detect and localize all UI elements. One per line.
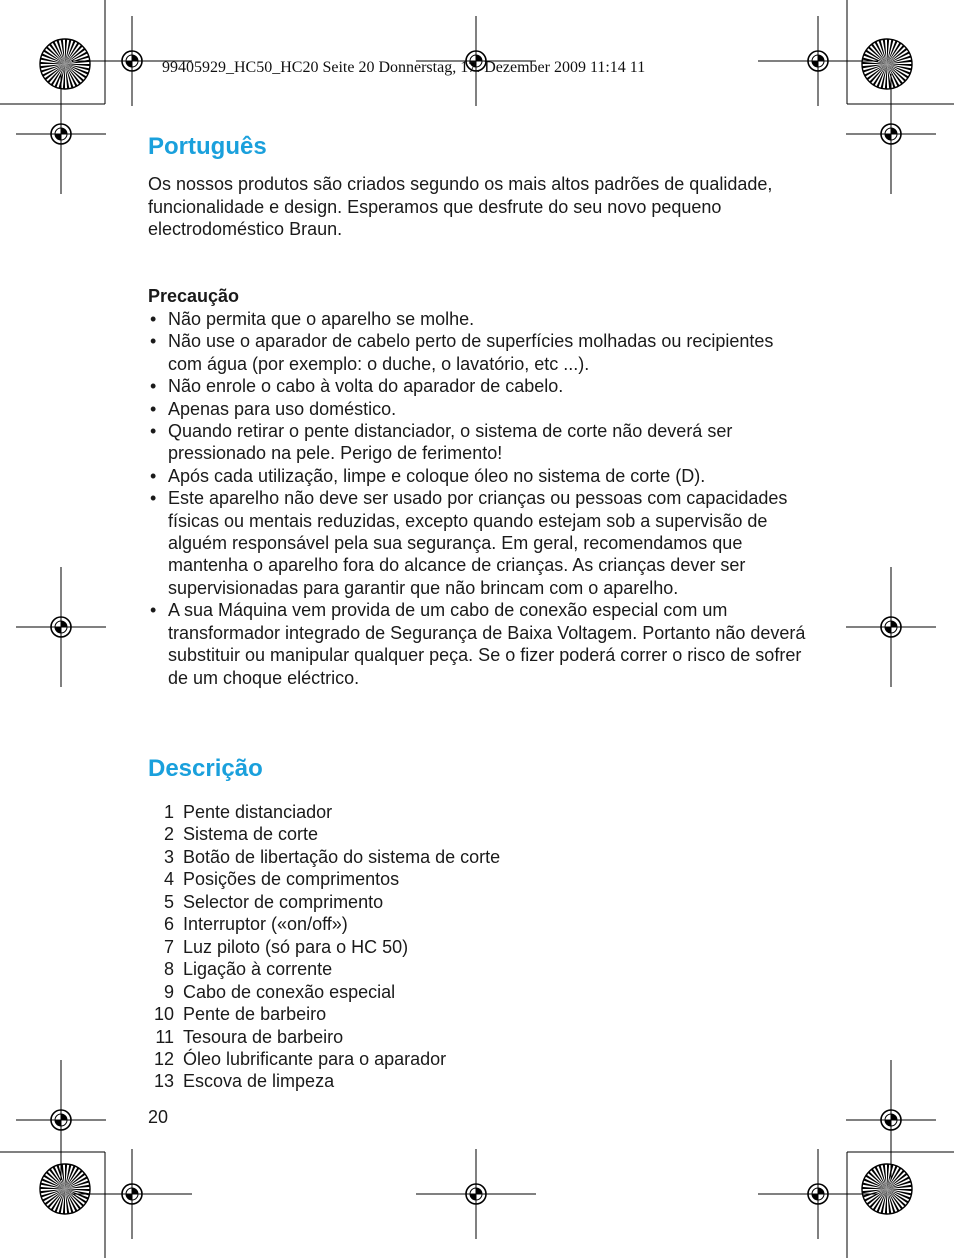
description-item bbox=[146, 981, 500, 1003]
description-item-number: 1 bbox=[163, 802, 174, 822]
bullet-icon: • bbox=[150, 600, 157, 621]
bullet-icon: • bbox=[150, 465, 157, 486]
description-item bbox=[146, 823, 500, 845]
section-title-portugues: Português bbox=[148, 133, 267, 160]
description-item-number: 5 bbox=[163, 891, 174, 912]
description-item-label: Sistema de corte bbox=[183, 824, 319, 845]
description-item-number: 9 bbox=[163, 981, 174, 1002]
description-item bbox=[146, 891, 500, 913]
precaution-item-text: Não enrole o cabo à volta do aparador de cabelo. bbox=[168, 376, 564, 397]
description-item-number: 7 bbox=[163, 936, 174, 957]
precaution-item bbox=[150, 330, 810, 375]
bullet-icon: • bbox=[150, 398, 157, 419]
precaution-item-text: Apenas para uso doméstico. bbox=[168, 398, 397, 419]
precaution-item-text: Este aparelho não deve ser usado por crianças ou pessoas com capacidades físicas ou mentais reduzidas, excepto quando estejam sob a supervisão de alguém responsável pela sua segurança. Em geral, recomendamos que mantenha o aparelho fora do alcance de crianças. As crianças dever ser supervisionadas para garantir que não brincam com o aparelho. bbox=[168, 488, 788, 598]
description-item-number: 4 bbox=[163, 869, 174, 890]
bullet-icon: • bbox=[150, 376, 157, 397]
description-item-label: Selector de comprimento bbox=[183, 891, 384, 912]
bullet-icon: • bbox=[150, 488, 157, 509]
description-item-number: 11 bbox=[155, 1026, 174, 1047]
color-star-target-icon bbox=[862, 39, 912, 89]
precaution-item bbox=[150, 398, 810, 420]
color-star-target-icon bbox=[862, 1164, 912, 1214]
page-number: 20 bbox=[148, 1107, 169, 1127]
description-item-label: Pente de barbeiro bbox=[183, 1004, 327, 1025]
color-star-target-icon bbox=[40, 39, 90, 89]
section-title-descricao: Descrição bbox=[148, 755, 263, 782]
description-item bbox=[146, 1048, 500, 1070]
description-item-number: 2 bbox=[163, 824, 174, 845]
precaution-item-text: Não use o aparador de cabelo perto de superfícies molhadas ou recipientes com água (por exemplo: o duche, o lavatório, etc ...). bbox=[168, 331, 774, 374]
description-item bbox=[146, 1070, 500, 1092]
precaution-item-text: A sua Máquina vem provida de um cabo de conexão especial com um transformador integrado de Segurança de Baixa Voltagem. Portanto não deverá substituir ou manipular qualquer peça. Se o fizer poderá correr o risco de sofrer de um choque eléctrico. bbox=[168, 600, 806, 688]
description-item bbox=[146, 846, 500, 868]
bullet-icon: • bbox=[150, 421, 157, 442]
description-item-number: 12 bbox=[153, 1048, 174, 1069]
precaution-heading: Precaução bbox=[148, 286, 240, 306]
description-item-label: Pente distanciador bbox=[183, 802, 333, 822]
precaution-item bbox=[150, 465, 810, 487]
print-slug: 99405929_HC50_HC20 Seite 20 Donnerstag, 17. Dezember 2009 11:14 11 bbox=[162, 59, 646, 76]
description-item bbox=[146, 1003, 500, 1025]
description-item bbox=[146, 801, 500, 823]
description-item-number: 6 bbox=[163, 914, 174, 935]
description-item bbox=[146, 1026, 500, 1048]
description-item-label: Interruptor («on/off») bbox=[183, 914, 348, 935]
description-item bbox=[146, 936, 500, 958]
description-item bbox=[146, 958, 500, 980]
precaution-item bbox=[150, 487, 810, 599]
description-item-number: 13 bbox=[153, 1071, 174, 1092]
precaution-item bbox=[150, 420, 810, 465]
intro-paragraph: Os nossos produtos são criados segundo os mais altos padrões de qualidade, funcionalidade e design. Esperamos que desfrute do seu novo pequeno electrodoméstico Braun. bbox=[148, 174, 773, 239]
color-star-target-icon bbox=[40, 1164, 90, 1214]
description-item-label: Óleo lubrificante para o aparador bbox=[183, 1048, 447, 1069]
description-item bbox=[146, 868, 500, 890]
description-item-label: Escova de limpeza bbox=[183, 1071, 335, 1092]
description-list bbox=[146, 801, 500, 1093]
precaution-item-text: Não permita que o aparelho se molhe. bbox=[168, 309, 475, 329]
description-item bbox=[146, 913, 500, 935]
description-item-number: 8 bbox=[163, 959, 174, 980]
description-item-label: Ligação à corrente bbox=[183, 959, 333, 980]
precaution-item-text: Após cada utilização, limpe e coloque óleo no sistema de corte (D). bbox=[168, 465, 706, 486]
description-item-label: Botão de libertação do sistema de corte bbox=[183, 846, 501, 867]
precaution-item bbox=[150, 375, 810, 397]
description-item-label: Cabo de conexão especial bbox=[183, 981, 396, 1002]
precaution-list bbox=[150, 308, 810, 689]
description-item-number: 3 bbox=[163, 846, 174, 867]
bullet-icon: • bbox=[150, 309, 157, 329]
description-item-label: Posições de comprimentos bbox=[183, 869, 400, 890]
precaution-item-text: Quando retirar o pente distanciador, o sistema de corte não deverá ser pressionado na pele. Perigo de ferimento! bbox=[168, 421, 733, 464]
description-item-number: 10 bbox=[153, 1004, 174, 1025]
precaution-item bbox=[150, 599, 810, 689]
bullet-icon: • bbox=[150, 331, 157, 352]
precaution-item bbox=[150, 308, 810, 330]
description-item-label: Tesoura de barbeiro bbox=[183, 1026, 344, 1047]
description-item-label: Luz piloto (só para o HC 50) bbox=[183, 936, 409, 957]
